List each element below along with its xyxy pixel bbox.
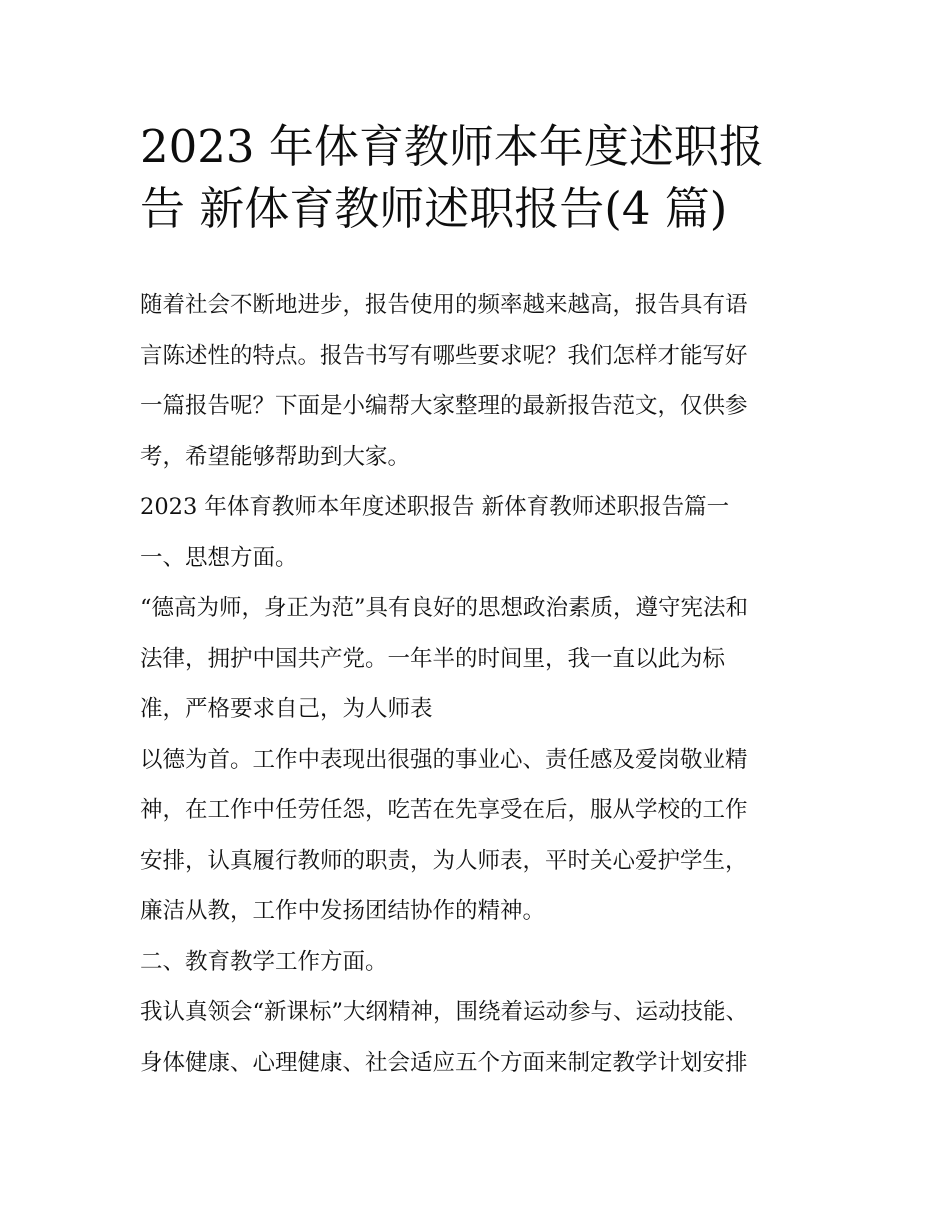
body-line: 一篇报告呢？下面是小编帮大家整理的最新报告范文，仅供参 <box>140 393 748 419</box>
title-line-1: 2023 年体育教师本年度述职报 <box>140 120 764 173</box>
title-line-2: 告 新体育教师述职报告(4 篇) <box>140 182 728 235</box>
section-subtitle: 2023 年体育教师本年度述职报告 新体育教师述职报告篇一 <box>140 494 730 520</box>
section-heading: 一、思想方面。 <box>140 544 298 571</box>
body-line: 准，严格要求自己，为人师表 <box>140 696 433 722</box>
document-body <box>140 280 820 1088</box>
body-line: 身体健康、心理健康、社会适应五个方面来制定教学计划安排 <box>140 1049 748 1076</box>
body-line: 随着社会不断地进步，报告使用的频率越来越高，报告具有语 <box>140 292 748 318</box>
section-heading: 二、教育教学工作方面。 <box>140 948 388 975</box>
document-title <box>140 116 820 240</box>
body-line: 以德为首。工作中表现出很强的事业心、责任感及爱岗敬业精 <box>140 746 748 773</box>
body-line: 安排，认真履行教师的职责，为人师表，平时关心爱护学生， <box>140 847 748 874</box>
body-line: “德高为师，身正为范”具有良好的思想政治素质，遵守宪法和 <box>140 595 749 621</box>
body-line: 神，在工作中任劳任怨，吃苦在先享受在后，服从学校的工作 <box>140 797 748 823</box>
body-line: 我认真领会“新课标”大纲精神，围绕着运动参与、运动技能、 <box>140 999 749 1025</box>
body-line: 考，希望能够帮助到大家。 <box>140 443 411 470</box>
body-line: 廉洁从教，工作中发扬团结协作的精神。 <box>140 898 546 924</box>
body-line: 言陈述性的特点。报告书写有哪些要求呢？我们怎样才能写好 <box>140 342 748 369</box>
body-line: 法律，拥护中国共产党。一年半的时间里，我一直以此为标 <box>140 645 726 672</box>
